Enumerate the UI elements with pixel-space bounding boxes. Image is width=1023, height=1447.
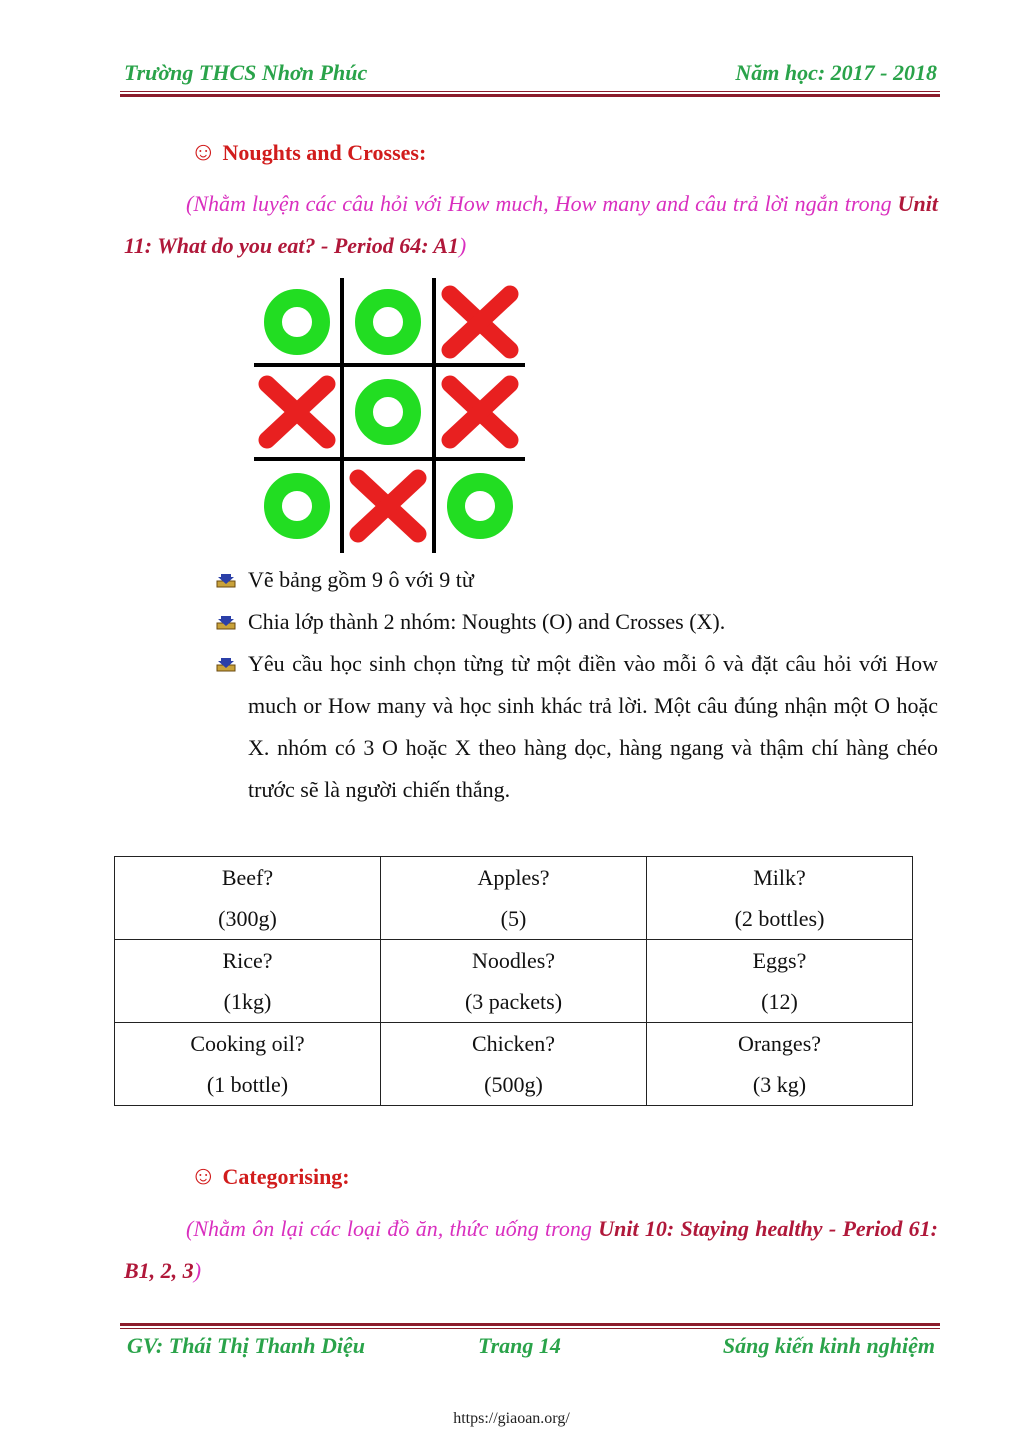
section-intro-noughts (124, 183, 938, 267)
cross-mark (450, 294, 510, 350)
table-row (115, 857, 913, 940)
header-school: Trường THCS Nhơn Phúc (124, 60, 368, 85)
nought-mark (456, 482, 504, 530)
source-url: https://giaoan.org/ (453, 1410, 570, 1427)
table-cell: Beef? (300g) (115, 857, 381, 940)
list-item (216, 601, 938, 643)
header-rule-thick (120, 94, 940, 97)
cross-mark (267, 384, 327, 440)
table-cell: Apples? (5) (381, 857, 647, 940)
footer-rule-thick (120, 1323, 940, 1326)
smiley-icon: ☺ (190, 137, 217, 166)
arrow-bullet-icon (216, 654, 236, 674)
intro-reference: Unit 10: Staying healthy - Period 61: B1, 2, 3 (124, 1216, 938, 1283)
table-cell: Noodles? (3 packets) (381, 940, 647, 1023)
section-intro-categorising (124, 1208, 938, 1292)
nought-mark (364, 388, 412, 436)
list-item-text: Vẽ bảng gồm 9 ô với 9 từ (248, 567, 474, 592)
intro-close: ) (458, 233, 467, 258)
smiley-icon: ☺ (190, 1161, 217, 1190)
intro-text: (Nhằm luyện các câu hỏi với How much, How many and câu trả lời ngắn trong (186, 191, 898, 216)
cross-mark (450, 384, 510, 440)
arrow-bullet-icon (216, 612, 236, 632)
footer-teacher: GV: Thái Thị Thanh Diệu (127, 1333, 365, 1358)
nought-mark (364, 298, 412, 346)
noughts-crosses-board (252, 278, 527, 553)
intro-reference: Unit 11: What do you eat? - Period 64: A1 (124, 191, 938, 258)
list-item-text: Yêu cầu học sinh chọn từng từ một điền vào mỗi ô và đặt câu hỏi với How much or How many và học sinh khác trả lời. Một câu đúng nhận một O hoặc X. nhóm có 3 O hoặc X theo hàng dọc, hàng ngang và thậm chí hàng chéo trước sẽ là người chiến thắng. (248, 651, 938, 802)
table-row (115, 1023, 913, 1106)
nought-mark (273, 482, 321, 530)
table-row (115, 940, 913, 1023)
footer-title: Sáng kiến kinh nghiệm (722, 1333, 935, 1358)
table-cell: Rice? (1kg) (115, 940, 381, 1023)
nought-mark (273, 298, 321, 346)
table-cell: Milk? (2 bottles) (647, 857, 913, 940)
word-table (114, 856, 913, 1106)
table-cell: Chicken? (500g) (381, 1023, 647, 1106)
footer-rule-thin (120, 1328, 940, 1329)
instruction-list (216, 559, 938, 811)
header-year: Năm học: 2017 - 2018 (735, 60, 937, 85)
section-title-text: Categorising: (222, 1164, 350, 1189)
section-title-noughts (190, 137, 426, 167)
arrow-bullet-icon (216, 570, 236, 590)
cross-mark (358, 478, 418, 534)
list-item-text: Chia lớp thành 2 nhóm: Noughts (O) and Crosses (X). (248, 609, 726, 634)
header-rule-thin (120, 91, 940, 92)
section-title-categorising (190, 1161, 350, 1191)
list-item (216, 643, 938, 811)
section-title-text: Noughts and Crosses: (222, 140, 427, 165)
intro-text: (Nhằm ôn lại các loại đồ ăn, thức uống trong (186, 1216, 599, 1241)
intro-close: ) (193, 1258, 202, 1283)
footer-page-number: Trang 14 (478, 1333, 561, 1358)
table-cell: Oranges? (3 kg) (647, 1023, 913, 1106)
table-cell: Eggs? (12) (647, 940, 913, 1023)
list-item (216, 559, 938, 601)
table-cell: Cooking oil? (1 bottle) (115, 1023, 381, 1106)
